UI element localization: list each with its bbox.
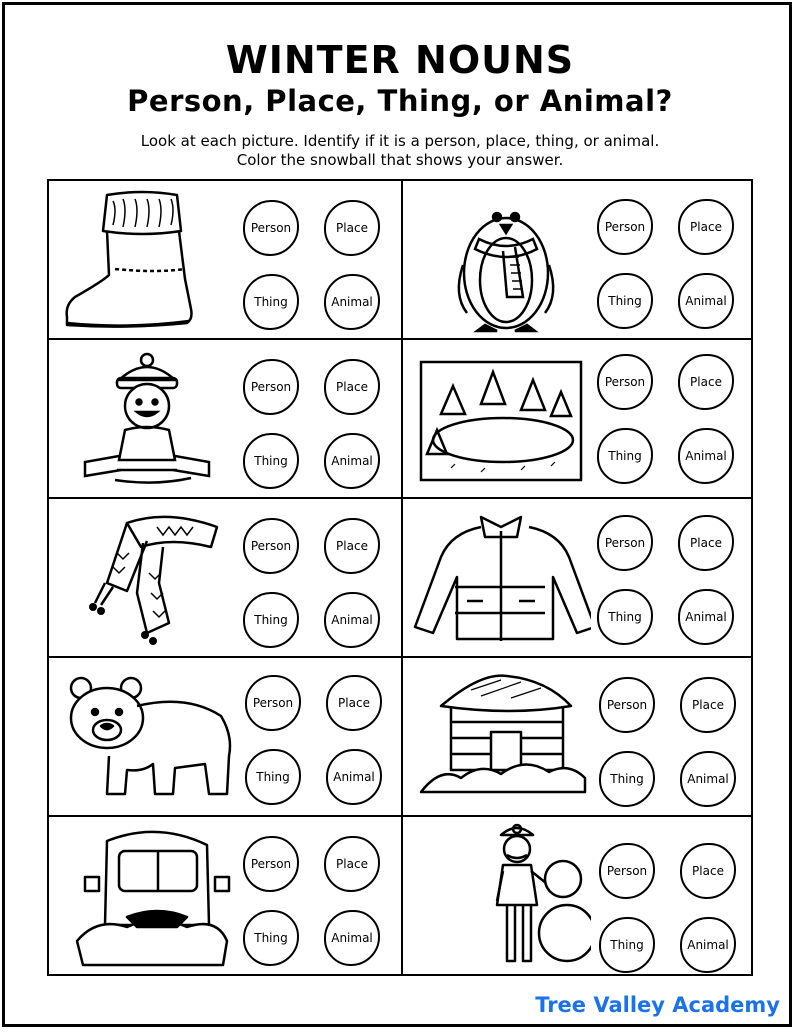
item-cell xyxy=(49,181,400,339)
item-cell xyxy=(403,181,754,339)
snowy-cabin-icon xyxy=(411,662,591,812)
snowball-person[interactable]: Person xyxy=(245,675,301,731)
item-cell xyxy=(403,499,754,657)
child-building-snowman-icon xyxy=(411,821,591,971)
instructions-line-1: Look at each picture. Identify if it is a person, place, thing, or animal. xyxy=(140,132,660,150)
snowball-place[interactable]: Place xyxy=(324,359,380,415)
instructions xyxy=(0,132,800,170)
item-cell xyxy=(49,817,400,975)
snowball-animal[interactable]: Animal xyxy=(324,433,380,489)
frozen-pond-icon xyxy=(411,344,591,494)
penguin-icon xyxy=(411,185,591,335)
page-title: WINTER NOUNS xyxy=(225,38,575,82)
snowball-animal[interactable]: Animal xyxy=(324,910,380,966)
snowball-animal[interactable]: Animal xyxy=(678,428,734,484)
snowball-place[interactable]: Place xyxy=(678,515,734,571)
snowball-animal[interactable]: Animal xyxy=(680,751,736,807)
item-cell xyxy=(403,658,754,816)
snowball-thing[interactable]: Thing xyxy=(597,273,653,329)
snowball-animal[interactable]: Animal xyxy=(678,589,734,645)
snowy-bus-icon xyxy=(57,821,237,971)
answer-grid xyxy=(47,179,753,976)
snowball-thing[interactable]: Thing xyxy=(599,751,655,807)
snowball-place[interactable]: Place xyxy=(680,843,736,899)
snowball-person[interactable]: Person xyxy=(243,836,299,892)
polar-bear-icon xyxy=(57,662,237,812)
snowball-animal[interactable]: Animal xyxy=(678,273,734,329)
snowball-place[interactable]: Place xyxy=(680,677,736,733)
snowball-animal[interactable]: Animal xyxy=(324,274,380,330)
snowball-thing[interactable]: Thing xyxy=(243,433,299,489)
item-cell xyxy=(49,340,400,498)
snowball-person[interactable]: Person xyxy=(599,677,655,733)
snowball-place[interactable]: Place xyxy=(324,200,380,256)
snowball-place[interactable]: Place xyxy=(678,199,734,255)
snowball-thing[interactable]: Thing xyxy=(597,428,653,484)
snowball-thing[interactable]: Thing xyxy=(243,592,299,648)
brand-name: Tree Valley Academy xyxy=(535,993,780,1017)
snowball-person[interactable]: Person xyxy=(599,843,655,899)
snowball-person[interactable]: Person xyxy=(597,354,653,410)
snowball-thing[interactable]: Thing xyxy=(597,589,653,645)
winter-boot-icon xyxy=(57,185,237,335)
item-cell xyxy=(49,658,400,816)
page-subtitle: Person, Place, Thing, or Animal? xyxy=(127,84,673,118)
item-cell xyxy=(403,340,754,498)
snowball-thing[interactable]: Thing xyxy=(243,274,299,330)
snowball-animal[interactable]: Animal xyxy=(324,592,380,648)
scarf-icon xyxy=(57,503,237,653)
item-cell xyxy=(403,817,754,975)
snowball-place[interactable]: Place xyxy=(326,675,382,731)
snowball-person[interactable]: Person xyxy=(597,199,653,255)
snowball-place[interactable]: Place xyxy=(324,518,380,574)
snowball-thing[interactable]: Thing xyxy=(599,917,655,973)
snowball-person[interactable]: Person xyxy=(243,359,299,415)
snowball-thing[interactable]: Thing xyxy=(245,749,301,805)
snowball-place[interactable]: Place xyxy=(678,354,734,410)
snowball-animal[interactable]: Animal xyxy=(326,749,382,805)
snowball-animal[interactable]: Animal xyxy=(680,917,736,973)
snowball-person[interactable]: Person xyxy=(243,200,299,256)
child-on-sled-icon xyxy=(57,344,237,494)
snowball-thing[interactable]: Thing xyxy=(243,910,299,966)
winter-jacket-icon xyxy=(411,503,591,653)
snowball-place[interactable]: Place xyxy=(324,836,380,892)
snowball-person[interactable]: Person xyxy=(597,515,653,571)
snowball-person[interactable]: Person xyxy=(243,518,299,574)
item-cell xyxy=(49,499,400,657)
instructions-line-2: Color the snowball that shows your answer. xyxy=(236,151,564,169)
